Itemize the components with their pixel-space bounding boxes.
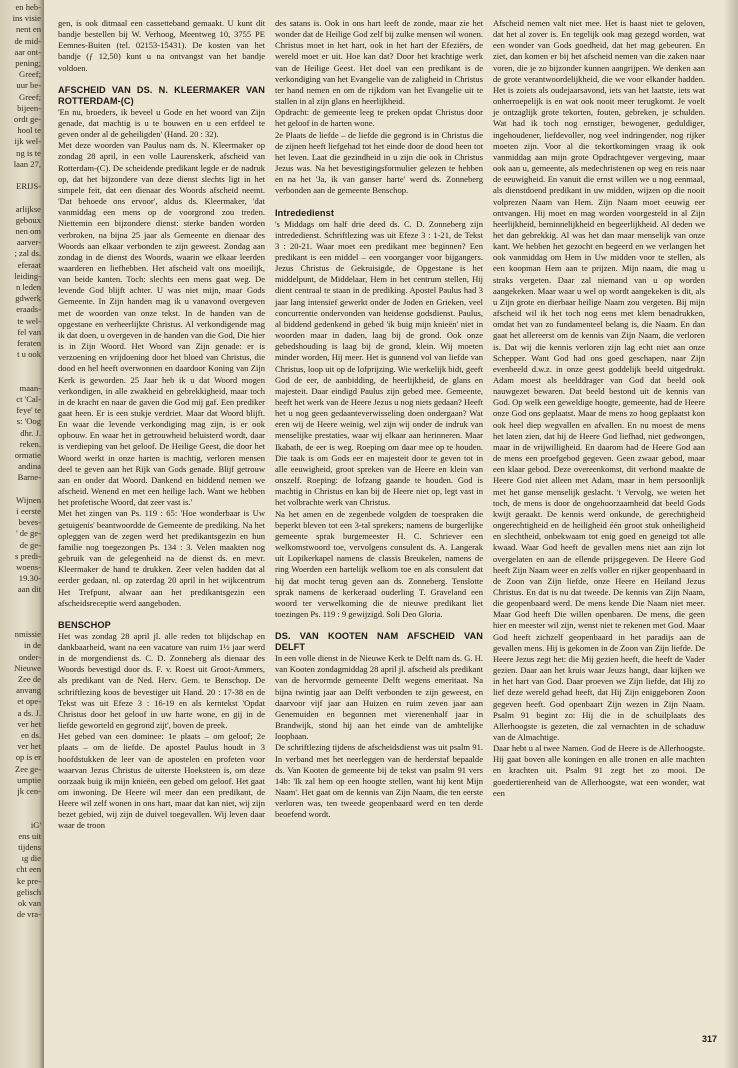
- paragraph: 2e Plaats de liefde – de liefde die gegrond is in Christus die de zijnen heeft liefgehad tot het einde door de dood heen tot het leven. Laat die gezindheid in u zijn die ook in Christus Jezus was. Na het bevestigingsformulier gelezen te hebben en na het 'Ja, ik van ganser harte' werd ds. Zonneberg verbonden aan de gemeente Benschop.: [275, 129, 483, 196]
- left-page-fragment: in de: [24, 640, 41, 651]
- left-page-fragment: i eerste: [16, 506, 41, 516]
- paragraph: Opdracht: de gemeente leeg te preken opdat Christus door het geloof in de harten wone.: [275, 107, 483, 129]
- left-page-fragment: et ope-: [17, 696, 41, 707]
- left-page-fragment: aar ont-: [14, 46, 41, 57]
- left-page-fragment: leiding-: [14, 270, 41, 281]
- paragraph: 'En nu, broeders, ik beveel u Gode en het woord van Zijn genade, dat machtig is u te bouwen en u een erfdeel te geven onder al de geheiligden' (Hand. 20 : 32).: [58, 106, 265, 140]
- left-page-fragment: Nieuwe: [14, 662, 41, 673]
- left-page-fragment: reken.: [19, 438, 41, 449]
- left-page-fragment: s: 'Oog: [16, 416, 41, 427]
- paragraph: Met het zingen van Ps. 119 : 65: 'Hoe wonderbaar is Uw getuigenis' beantwoordde de Gemeente de prediking. Na het opleggen van de zegen werd het predikantsgezin en hun familie nog toegezongen Ps. 134 : 3. Velen maakten nog gebruik van de gelegenheid na de dienst ds. en mevr. Kleermaker de hand te drukken. Zeer velen hadden dat al eerder gedaan, nl. op zaterdag 20 april in het wijkcentrum Het Trefpunt, alwaar aan het predikantsgezin een afscheidsreceptie werd aangeboden.: [58, 508, 265, 608]
- left-page-fragment: nen om: [15, 226, 41, 236]
- left-page-fragment: 19.30-: [18, 573, 41, 584]
- left-page-fragment: ke pre-: [16, 875, 41, 886]
- left-page-fragment: arlijkse: [15, 203, 41, 214]
- left-page-fragment: iG': [30, 819, 41, 830]
- left-page-fragment: ins visie: [12, 13, 41, 24]
- paragraph: Het was zondag 28 april jl. alle reden tot blijdschap en dankbaarheid, want na een vacature van ruim 1½ jaar werd in de morgendienst ds. C. D. Zonneberg als dienaar des Woords bevestigd door ds. F. v. Roest uit Groot-Ammers, als predikant van de Ned. Herv. Gem. te Benschop. De schriftlezing koos de bevestiger uit Hand. 20 : 17-38 en de Tekst was uit Efeze 3 : 16-19 en als kerntekst 'Opdat Christus door het geloof in uw harte wone, en gij in de liefde geworteld en gegrond zijt', boven de preek.: [58, 630, 265, 731]
- paragraph: Na het amen en de zegenbede volgden de toespraken die beperkt bleven tot een 3-tal sprekers; namens de burgerlijke gemeente sprak burgemeester H. C. Schriever een welkomstwoord toe, vervolgens consulent ds. A. Langerak uit Lopikerkapel namens de classis Breukelen, namens de ring Woerden een hartelijk welkom toe en als consulent dat hij dat mocht terug geven aan ds. Zonneberg. Tenslotte sprak namens de kerkeraad ouderling T. Graveland een woord ter verwelkoming die de nieuwe predikant liet toezingen Ps. 119 : 9 gewijzigd. Soli Deo Gloria.: [275, 508, 483, 619]
- left-page-fragment: dhr. J.: [18, 427, 41, 438]
- left-page-fragment: ct 'Cal-: [16, 394, 41, 404]
- left-page-fragment: Wijnen: [16, 494, 41, 505]
- left-page-fragment: jk cen-: [17, 786, 41, 796]
- left-page-fragment: ordt ge-: [14, 114, 41, 124]
- left-page-fragment: beves-: [18, 517, 41, 528]
- left-page-fragment: ; zal ds.: [14, 248, 41, 259]
- paragraph: Afscheid nemen valt niet mee. Het is haast niet te geloven, dat het al zover is. En tegelijk ook mag gezegd worden, wat een wonder van Gods goedheid, dat het mag gebeuren. En ziet, dan komen er bij het afscheid nemen van die zaken naar voren, die je zo bijzonder kunnen aangrijpen. We denken aan de grote verantwoordelijkheid, die we voor elkander hadden. Het is zoiets als oudejaarsavond, iets van het laatste, iets wat onherroepelijk is en wat ook nooit meer terugkomt. Je voelt je ontzaglijk grote tekorten, fouten, gebreken, je schulden. Wat had ik toch nog ernstiger, bewogener, geduldiger, ingehoudener, liefdevoller, nog veel indringender, nog rijker moeten zijn. Voor al die tekortkomingen vraag ik ook vanmiddag aan mijn grote Opdrachtgever vergeving, maar ook aan u, gemeente, als medechristenen op weg en reis naar de eeuwigheid. En vanuit die ernst willen we u nog eenmaal, als dienstdoend predikant in uw midden, wijzen op die nooit volprezen Naam van Hem. Zijn Naam moet eeuwig eer ontvangen. Hij moet en mag worden voorgesteld in al Zijn heerlijkheid, beminnelijkheid en begeerlijkheid. Al deden we het dan gebrekkig. Al was het dan maar menselijk van onze kant. We hebben het gezocht en begeerd en we verlangen het ook vanmiddag om Hem in Uw midden voor te stellen, als een koopman Hem aan te prijzen. Mijn naam, die mag u straks vergeten. Daar zal niemand van u op worden aangekeken. Maar waar u wel op wordt aangekeken is dit, als u Zijn grote en dierbaar heilige Naam zou vergeten. Bij mijn afscheid wil ik het toch nog eens met klem benadrukken, omdat het van zo fundamenteel belang is, die Naam. En dan gaat het allereerst om de kennis van Zijn Naam, die verloren is. Dat wij die kennis verloren zijn lag echt niet aan onze Schepper. Want God had ons goed geschapen, naar Zijn evenbeeld d.w.z. in onze geest goddelijk beeld uitgedrukt. Adam moest als beelddrager van God dat beeld ook nauwgezet bewaren. Dat beeld bestond uit de kennis van God. Op welk een geweldige hoogte, gemeente, had de Heere onze God ons geplaatst. Maar de mens zo hoog geplaatst kon ook heel diep wegvallen en afvallen. En nu moest de mens het laten zien, dat hij de Heere God liefhad, niet gedwongen, maar in de vrijwilligheid. En daarom had de Heere God aan de mens een proefgebod gegeven. Geen zwaar gebod, maar een klaar gebod. Deze overeenkomst, dit verbond maakte de Heere God niet alleen met Adam, maar in hem persoonlijk met het ganse menselijk geslacht. 't Vervolg, we weten het toch, de mens is door de ongehoorzaamheid dat beeld Gods kwijt geraakt. De kennis werd onkunde, de gerechtigheid ongerechtigheid en de heiligheid één groot stuk onheiligheid en slechtheid, onbekwaam tot enig goed en geneigd tot alle kwaad. Waar God heeft de gevallen mens niet aan zijn lot overgelaten en aan de ellende prijsgegeven. De Heere God heeft Zijn Naam weer en zelfs voller en rijker geopenbaard in de Zoon van Zijn liefde, onze Heere en Heiland Jezus Christus. En dat is nu dat tweede. De kennis van Zijn Naam, die geopenbaard werd. De mens kende Die Naam niet meer. Maar God heeft Die willen openbaren. De mens, die geen hier en meester wil zijn, wenst niet te rekenen met God. Maar God heeft zichzelf geopenbaard in het paradijs aan de gevallen mens. Hij is gekomen in de Zoon van Zijn liefde. De Heere Jezus zegt het: die Mij gezien heeft, die heeft de Vader gezien. Daar aan het kruis waar Jeuzs hangt, daar kijken we in het hart van God. Daar proeven we Zijn liefde, dat Hij zo lief deze wereld gehad heeft, dat Hij Zijn eniggeboren Zoon gegeven heeft. God openbaart Zijn wezen in Zijn Naam. Psalm 91 begint zo: Hij die in de schuilplaats des Allerhoogste is gezeten, die zal vernachten in de schaduw van de Almachtige.: [493, 18, 705, 742]
- left-page-fragment: en ds.: [20, 730, 41, 740]
- left-page-fragment: ver het: [17, 741, 41, 752]
- section-heading: BENSCHOP: [58, 619, 111, 630]
- left-page-fragment: ıg die: [21, 853, 41, 864]
- section-heading: Intrededienst: [275, 207, 334, 218]
- column-3: [493, 18, 705, 799]
- left-page-fragment: s predi-: [14, 550, 41, 561]
- column-2: [275, 18, 483, 820]
- column-1: [58, 18, 265, 832]
- left-page-fragment: feye' te: [16, 405, 41, 416]
- left-page-fragment: t u ook: [17, 349, 41, 360]
- page-edge-shadow: [724, 0, 738, 1068]
- left-page-fragment: bijeen-: [14, 102, 41, 113]
- left-page-fragment: woens-: [16, 562, 41, 572]
- left-page-fragment: maan-: [19, 382, 41, 393]
- left-page-fragment: geboux: [15, 214, 41, 225]
- left-page-fragment: te wel-: [17, 315, 41, 326]
- paragraph: des satans is. Ook in ons hart leeft de zonde, maar zie het wonder dat de Heilige God zelf bij zulke mensen wil wonen. Christus moet in het hart, ook in het hart der Efeziërs, de wereld moet er uit. Hoe kan dat? Door het krachtige werk van de Heilige Geest. Het doel van een predikant is de verkondiging van het Evangelie van de zaligheid in Christus ter hand nemen en om de rijkdom van het Evangelie uit te stallen in al zijn glans en heerlijkheid.: [275, 18, 483, 107]
- left-page-fragment: gdwerk: [15, 293, 41, 304]
- paragraph: Met deze woorden van Paulus nam ds. N. Kleermaker op zondag 28 april, in een volle Laurenskerk, afscheid van Rotterdam-(C). De scheidende predikant legde er de nadruk op, dat het bijzondere van deze dienst slechts ligt in het simpele feit, dat een dienaar des Woords afscheid neemt. 'Dat behoede ons ervoor', aldus ds. Kleermaker, 'dat vanmiddag een mens op de voorgrond zou treden. Niettemin een bijzondere dienst: sterke banden worden verbroken, na bijna 25 jaar als Gemeente en dienaar des Woords aan elkaar verbonden te zijn geweest. Zondag aan zondag in de dienst des Woords, waarin we elkaar leerden waarderen en liefhebben. Het afscheid valt ons moeilijk, van beide kanten. Toch: slechts een mens gaat weg. De levende God blijft achter. U was niet mijn, maar Gods Gemeente. In Zijn handen mag ik u vanavond overgeven met de woorden van onze tekst. In de handen van de opgestane en verheerlijkte Christus. Al verkondigende mag ik dat doen, u overgeven in de handen van die God, Die hier is in Zijn Woord. Het Woord van Zijn genade: er is verzoening en vrijdoening door het bloed van Christus, die dood en hel heeft overwonnen en daardoor Koning van Zijn Kerk is geworden. 25 Jaar heb ik u dat Woord mogen verkondigen, in alle zwakheid en gebrekkigheid, maar toch in de kracht en naar de gaven die God mij gaf. Een prediker gaat heen. Er is een stukje verdriet. Maar dat Woord blijft. En waar die levende verkondiging mag zijn, is er ook opbouw. En waar het in getrouwheid beluisterd wordt, daar is verdieping van het geloof. De Heilige Geest, die door het Woord werkt in onze harten is machtig, verloren mensen deel te geven aan het Rijk van Gods genade. Blijf getrouw aan en onder dat Woord. Dankend en biddend nemen we afscheid. Wenend en met een heilige lach. Want we hebben het profetische Woord, dat zeer vast is.': [58, 140, 265, 508]
- paragraph: Het gebed van een dominee: 1e plaats – om geloof; 2e plaats – om de liefde. De apostel Paulus houdt in 3 hoofdstukken de leer van de apostelen en profeten voor waarvan Jezus Christus de uiterste Hoeksteen is, om deze oorzaak buig ik mijn knieën, een gebed om geloof. Het gaat om inwoning. De Heere wil meer dan een predikant, de Heere wil zelf wonen in ons hart, maar dat kan niet, wij zijn bezet gebied, wij zijn de duivel toegevallen. Wij leven daar waar de troon: [58, 731, 265, 831]
- left-page-fragment: andina: [18, 461, 41, 472]
- left-page-fragment: op is er: [15, 752, 41, 763]
- left-page-fragment: n leden: [15, 282, 41, 292]
- left-page-fragment: cht een: [16, 864, 41, 875]
- left-page-fold: [0, 0, 44, 1068]
- left-page-fragment: de mid-: [14, 35, 41, 46]
- left-page-fragment: pening;: [15, 58, 41, 68]
- paragraph: Daar hebt u al twee Namen. God de Heere is de Allerhoogste. Hij gaat boven alle koningen en alle tronen en alle machten en krachten uit. Psalm 91 zegt het zo mooi. De goedertierenheid van de Allerhoogste, wat een wonder, wat een: [493, 743, 705, 798]
- left-page-fragment: Greef;: [19, 91, 41, 102]
- page-number: 317: [702, 1034, 718, 1044]
- paragraph: gen, is ook ditmaal een cassetteband gemaakt. U kunt dit bandje bestellen bij W. Verhoog, Meentweg 10, 3755 PE Eemnes-Buiten (tel. 02153-15431). De kosten van het bandje (ƒ 12,50) kunt u na ontvangst van het bandje voldoen.: [58, 18, 265, 73]
- left-page-fragment: uur be-: [16, 80, 41, 91]
- left-page-fragment: ' de ge-: [16, 528, 41, 539]
- left-page-fragment: onder-: [18, 651, 41, 662]
- left-page-fragment: tijdens: [18, 842, 41, 852]
- paragraph: In een volle dienst in de Nieuwe Kerk te Delft nam ds. G. H. van Kooten zondagmiddag 28 april jl. afscheid als predikant van de hervormde gemeente Delft wegens emeritaat. Na bijna twintig jaar aan Delft verbonden te zijn geweest, en daarvoor vijf jaar aan Huizen en ruim zeven jaar aan Genemuiden en begonnen met vierenenhalf jaar in Brandwijk, stond hij aan het einde van de ambtelijke loopbaan.: [275, 653, 483, 742]
- left-page-fragment: nent en: [15, 24, 41, 35]
- left-page-fragment: ormatie: [14, 450, 41, 460]
- left-page-fragment: Zee ge-: [15, 763, 41, 774]
- left-page-fragment: a ds. J.: [17, 707, 41, 718]
- left-page-fragment: ok van: [17, 898, 41, 908]
- left-page-fragment: nmissie: [14, 629, 41, 640]
- left-page-fragment: laan 27,: [13, 158, 41, 169]
- left-page-fragment: anvang: [16, 685, 41, 696]
- left-page-fragment: fel van: [17, 326, 41, 337]
- left-page-fragment: en heb-: [15, 2, 41, 12]
- left-page-fragment: ens uit: [18, 830, 41, 841]
- left-page-fragment: umptie: [17, 774, 41, 785]
- left-page-fragment: gelisch: [16, 886, 41, 897]
- left-page-fragment: ijk wel-: [14, 136, 41, 147]
- left-page-fragment: de ge-: [19, 539, 41, 550]
- paragraph: 's Middags om half drie deed ds. C. D. Zonneberg zijn intrededienst. Schriftlezing was uit Efeze 3 : 1-21, de Tekst 3 : 20-21. Waar moet een predikant mee beginnen? Een predikant is een middel – een voorganger voor bijgangers. Jezus Christus de Gekruisigde, de Opgestane is het middelpunt, de Middelaar, Hem in het centrum stellen, Hij dient centraal te staan in de prediking. Apostel Paulus had 3 jaar lang intensief gewerkt onder de Joden en Grieken, veel concurrentie ondervonden van heidense godsdienst. Paulus, al biddend gedenkend in gebed 'ik buig mijn knieën' niet in woorden maar in daden, laag bij de grond. Ook onze gebedshouding is laag bij de grond, klein. Wij moeten minder worden, Hij meer. Het is gunnend vol van liefde van Christus, loop uit op de lofprijzing. Wie werkelijk bidt, geeft God de eer, de aanbidding, de heerlijkheid, de glans en majesteit. Daar eindigd Paulus zijn gebed mee. Gemeente, heeft het werk van de Heere Jezus u nog niets gedaan? Heeft het u nog geen gedaanteverwisseling doen ondergaan? Wat eren wij de Heere weinig, wel zijn wij onder de indruk van menselijke prestaties, waar wij elkaar aan herinneren. Maar Ikabath, de eer is weg. Roeping om daar mee op te houden. Die taak is om Gods eer en majesteit door te geven tot in alle eeuwigheid, groot spreken van de Heere en klein van onszelf. Roeping: de lofzang gaande te houden. God is machtig in Christus en kan bij de Heere niet op, legt vast in het volbrachte werk van Christus.: [275, 218, 483, 508]
- left-page-fragment: feraten: [17, 338, 41, 348]
- left-page-fragment: ng is te: [16, 147, 41, 158]
- left-page-fragment: eraads-: [16, 304, 41, 315]
- left-page-fragment: ver het: [17, 718, 41, 729]
- section-heading: DS. VAN KOOTEN NAM AFSCHEID VAN DELFT: [275, 631, 483, 653]
- left-page-fragment: hool te: [17, 125, 41, 136]
- left-page-fragment: Greef;: [19, 69, 41, 80]
- left-page-fragment: ERIJS-: [16, 181, 41, 192]
- left-page-fragment: aarver-: [16, 237, 41, 248]
- left-page-fragment: aan dit: [17, 584, 41, 595]
- paragraph: De schriftlezing tijdens de afscheidsdienst was uit psalm 91. In verband met het neerleggen van de herderstaf bepaalde ds. Van Kooten de gemeente bij de tekst van psalm 91 vers 14b: 'Ik zal hem op een hoogte stellen, want hij kent Mijn Naam'. Het gaat om de kennis van Zijn Naam, die ten eerste verloren was, ten tweede geopenbaard werd en ten derde beoefend wordt.: [275, 742, 483, 820]
- section-heading: AFSCHEID VAN DS. N. KLEERMAKER VAN ROTTERDAM-(C): [58, 84, 265, 106]
- left-page-fragment: de vra-: [16, 909, 41, 920]
- left-page-fragment: Barne-: [17, 472, 41, 483]
- left-page-fragment: Zee de: [17, 674, 41, 684]
- left-page-fragment: eferaat: [17, 259, 41, 270]
